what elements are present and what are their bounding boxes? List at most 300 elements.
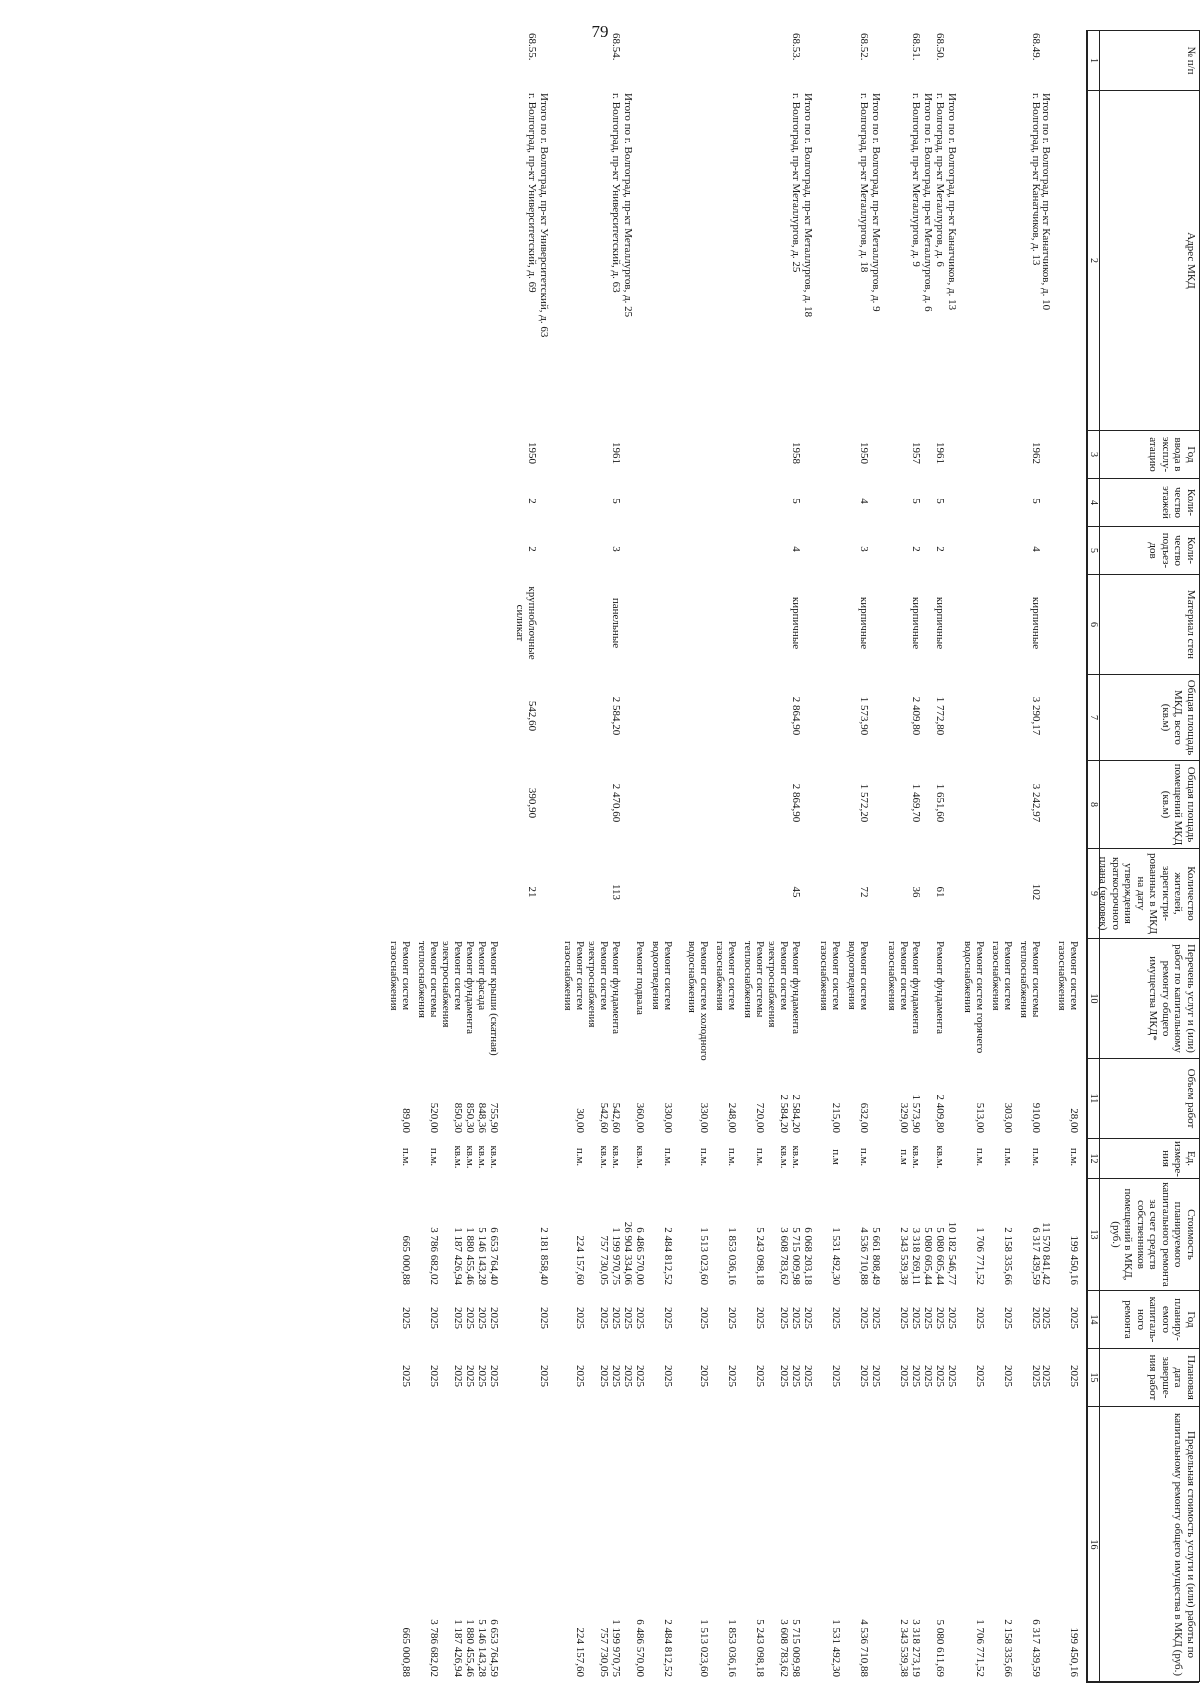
cell-r5-c11: 303,00 — [1002, 1102, 1014, 1133]
cell-r26-c11: 248,00 — [726, 1102, 738, 1133]
cell-r30-c10: Ремонт систем — [662, 941, 674, 1011]
cell-r12-c14: 2025 — [910, 1307, 922, 1329]
cell-r43-c12: кв.м. — [476, 1145, 488, 1169]
cell-r34-c8: 2 470,60 — [610, 783, 622, 823]
column-number-15: 15 — [1086, 1349, 1099, 1407]
cell-r7-c16: 1 706 771,52 — [974, 1619, 986, 1677]
cell-r15-c2: Итого по г. Волгоград, пр-кт Металлургов, д. 9 — [870, 93, 882, 312]
cell-r32-c11: 360,00 — [634, 1102, 646, 1133]
cell-r40-c2: г. Волгоград, пр-кт Университетский, д. 69 — [526, 93, 538, 293]
cell-r5-c14: 2025 — [1002, 1307, 1014, 1329]
cell-r34-c5: 3 — [610, 546, 622, 552]
cell-r43-c13: 5 146 143,28 — [476, 1227, 488, 1285]
cell-r30-c16: 2 484 812,52 — [662, 1619, 674, 1677]
cell-r28-c15: 2025 — [698, 1365, 710, 1387]
cell-r33-c2: Итого по г. Волгоград, пр-кт Металлургов, д. 25 — [622, 93, 634, 318]
cell-r12-c10: Ремонт фундамента — [910, 941, 922, 1035]
cell-r12-c11: 1 573,90 — [910, 1094, 922, 1133]
cell-r34-c9: 113 — [610, 883, 622, 901]
cell-r9-c2: Итого по г. Волгоград, пр-кт Канатчиков, д. 13 — [946, 93, 958, 311]
cell-r0-c11: 28,00 — [1068, 1108, 1080, 1133]
cell-r10-c13: 5 080 605,44 — [934, 1227, 946, 1285]
cell-r42-c13: 6 653 764,40 — [488, 1227, 500, 1285]
cell-r28-c10: Ремонт систем холодного — [698, 941, 710, 1061]
cell-r45-c16: 1 187 426,94 — [452, 1619, 464, 1677]
cell-r18-c12: п.м — [830, 1149, 842, 1165]
cell-r21-c7: 2 864,90 — [790, 696, 802, 736]
column-header-9: Количество жителей, зарегистри-рованных в МКД на дату утверждения краткосрочного плана (человек) — [1099, 849, 1199, 939]
cell-r4-c10: теплоснабжения — [1018, 941, 1030, 1018]
cell-r11-c15: 2025 — [922, 1365, 934, 1387]
cell-r18-c16: 1 531 492,30 — [830, 1619, 842, 1677]
cell-r0-c12: п.м. — [1068, 1147, 1080, 1167]
cell-r21-c16: 5 715 009,98 — [790, 1619, 802, 1677]
cell-r32-c14: 2025 — [634, 1307, 646, 1329]
cell-r5-c16: 2 158 335,66 — [1002, 1619, 1014, 1677]
column-header-12: Ед. измере-ния — [1099, 1139, 1199, 1179]
cell-r45-c10: Ремонт систем — [452, 941, 464, 1011]
cell-r25-c10: теплоснабжения — [742, 941, 754, 1018]
cell-r49-c12: п.м. — [400, 1147, 412, 1167]
cell-r3-c12: п.м. — [1030, 1147, 1042, 1167]
cell-r10-c3: 1961 — [934, 442, 946, 464]
cell-r24-c12: п.м. — [754, 1147, 766, 1167]
column-header-4: Коли-чество этажей — [1099, 479, 1199, 527]
cell-r35-c16: 757 730,05 — [598, 1627, 610, 1677]
cell-r34-c3: 1961 — [610, 442, 622, 464]
cell-r10-c4: 5 — [934, 498, 946, 504]
cell-r34-c6: панельные — [610, 597, 622, 649]
cell-r44-c12: кв.м. — [464, 1145, 476, 1169]
cell-r34-c7: 2 584,20 — [610, 696, 622, 736]
cell-r40-c8: 390,90 — [526, 787, 538, 819]
cell-r26-c12: п.м. — [726, 1147, 738, 1167]
cell-r21-c13: 5 715 009,98 — [790, 1227, 802, 1285]
cell-r16-c5: 3 — [858, 546, 870, 552]
cell-r32-c13: 6 486 570,00 — [634, 1227, 646, 1285]
cell-r13-c11: 329,00 — [898, 1102, 910, 1133]
cell-r0-c16: 199 450,16 — [1068, 1627, 1080, 1677]
column-header-16: Предельная стоимость услуги и (или) работы по капитальному ремонту общего имущества в МКД (руб.) — [1099, 1407, 1199, 1683]
cell-r30-c11: 330,00 — [662, 1102, 674, 1133]
cell-r21-c3: 1958 — [790, 442, 802, 464]
cell-r47-c10: Ремонт системы — [428, 941, 440, 1018]
cell-r37-c16: 224 157,60 — [574, 1627, 586, 1677]
cell-r3-c2: г. Волгоград, пр-кт Канатчиков, д. 13 — [1030, 93, 1042, 266]
cell-r16-c16: 4 536 710,88 — [858, 1619, 870, 1677]
cell-r9-c13: 10 182 546,77 — [946, 1221, 958, 1285]
cell-r22-c16: 3 608 783,62 — [778, 1619, 790, 1677]
cell-r3-c10: Ремонт системы — [1030, 941, 1042, 1018]
cell-r15-c15: 2025 — [870, 1365, 882, 1387]
cell-r13-c10: Ремонт систем — [898, 941, 910, 1011]
cell-r12-c3: 1957 — [910, 442, 922, 464]
cell-r2-c2: Итого по г. Волгоград, пр-кт Канатчиков, д. 10 — [1040, 93, 1052, 311]
cell-r40-c3: 1950 — [526, 442, 538, 464]
cell-r30-c13: 2 484 812,52 — [662, 1227, 674, 1285]
cell-r5-c13: 2 158 335,66 — [1002, 1227, 1014, 1285]
cell-r16-c12: п.м. — [858, 1147, 870, 1167]
cell-r16-c4: 4 — [858, 498, 870, 504]
cell-r33-c14: 2025 — [622, 1307, 634, 1329]
cell-r3-c8: 3 242,97 — [1030, 783, 1042, 823]
cell-r3-c6: кирпичные — [1030, 596, 1042, 650]
cell-r13-c15: 2025 — [898, 1365, 910, 1387]
cell-r47-c14: 2025 — [428, 1307, 440, 1329]
cell-r43-c14: 2025 — [476, 1307, 488, 1329]
cell-r10-c14: 2025 — [934, 1307, 946, 1329]
cell-r21-c11: 2 584,20 — [790, 1094, 802, 1133]
column-number-2: 2 — [1086, 91, 1099, 431]
cell-r37-c13: 224 157,60 — [574, 1235, 586, 1285]
cell-r21-c4: 5 — [790, 498, 802, 504]
column-header-14: Год планиру-емого капиталь-ного ремонта — [1099, 1291, 1199, 1349]
column-number-3: 3 — [1086, 431, 1099, 479]
cell-r40-c6: крупноблочные — [526, 586, 538, 660]
cell-r21-c15: 2025 — [790, 1365, 802, 1387]
cell-r45-c13: 1 187 426,94 — [452, 1227, 464, 1285]
cell-r13-c12: п.м — [898, 1149, 910, 1165]
cell-r45-c11: 850,30 — [452, 1102, 464, 1133]
column-number-4: 4 — [1086, 479, 1099, 527]
cell-r28-c14: 2025 — [698, 1307, 710, 1329]
cell-r24-c15: 2025 — [754, 1365, 766, 1387]
cell-r14-c10: газоснабжения — [886, 941, 898, 1011]
cell-r44-c15: 2025 — [464, 1365, 476, 1387]
cell-r12-c4: 5 — [910, 498, 922, 504]
cell-r26-c15: 2025 — [726, 1365, 738, 1387]
cell-r10-c12: кв.м. — [934, 1145, 946, 1169]
cell-r39-c14: 2025 — [538, 1307, 550, 1329]
cell-r45-c15: 2025 — [452, 1365, 464, 1387]
column-number-10: 10 — [1086, 939, 1099, 1059]
cell-r7-c11: 513,00 — [974, 1102, 986, 1133]
cell-r30-c15: 2025 — [662, 1365, 674, 1387]
cell-r24-c16: 5 243 098,18 — [754, 1619, 766, 1677]
cell-r49-c13: 665 000,88 — [400, 1235, 412, 1285]
cell-r18-c10: Ремонт систем — [830, 941, 842, 1011]
cell-r34-c10: Ремонт фундамента — [610, 941, 622, 1035]
cell-r31-c10: водоотведения — [650, 941, 662, 1010]
cell-r8-c10: водоснабжения — [962, 941, 974, 1013]
cell-r28-c16: 1 513 023,60 — [698, 1619, 710, 1677]
cell-r40-c5: 2 — [526, 546, 538, 552]
cell-r35-c13: 757 730,05 — [598, 1235, 610, 1285]
cell-r44-c14: 2025 — [464, 1307, 476, 1329]
cell-r10-c1: 68.50. — [934, 33, 946, 61]
cell-r47-c13: 3 786 682,02 — [428, 1227, 440, 1285]
cell-r7-c14: 2025 — [974, 1307, 986, 1329]
cell-r18-c11: 215,00 — [830, 1102, 842, 1133]
cell-r10-c11: 2 409,80 — [934, 1094, 946, 1133]
cell-r21-c14: 2025 — [790, 1307, 802, 1329]
cell-r47-c15: 2025 — [428, 1365, 440, 1387]
column-header-13: Стоимость планируемого капитального ремонта за счет средств собственников помещений в МКД, (руб.) — [1099, 1179, 1199, 1291]
cell-r0-c10: Ремонт систем — [1068, 941, 1080, 1011]
cell-r42-c10: Ремонт крыши (скатная) — [488, 941, 500, 1056]
cell-r49-c16: 665 000,88 — [400, 1627, 412, 1677]
cell-r40-c9: 21 — [526, 886, 538, 898]
cell-r35-c10: Ремонт систем — [598, 941, 610, 1011]
cell-r22-c13: 3 608 783,62 — [778, 1227, 790, 1285]
cell-r49-c15: 2025 — [400, 1365, 412, 1387]
cell-r22-c15: 2025 — [778, 1365, 790, 1387]
cell-r1-c10: газоснабжения — [1056, 941, 1068, 1011]
cell-r15-c14: 2025 — [870, 1307, 882, 1329]
cell-r29-c10: водоснабжения — [686, 941, 698, 1013]
cell-r34-c13: 1 199 970,75 — [610, 1227, 622, 1285]
cell-r3-c5: 4 — [1030, 546, 1042, 552]
cell-r20-c2: Итого по г. Волгоград, пр-кт Металлургов, д. 18 — [802, 93, 814, 318]
cell-r2-c14: 2025 — [1040, 1307, 1052, 1329]
cell-r3-c13: 6 317 439,59 — [1030, 1227, 1042, 1285]
cell-r17-c10: водоотведения — [846, 941, 858, 1010]
cell-r34-c14: 2025 — [610, 1307, 622, 1329]
cell-r42-c11: 755,90 — [488, 1102, 500, 1133]
cell-r11-c14: 2025 — [922, 1307, 934, 1329]
cell-r40-c4: 2 — [526, 498, 538, 504]
column-number-16: 16 — [1086, 1407, 1099, 1683]
cell-r32-c16: 6 486 570,00 — [634, 1619, 646, 1677]
cell-r2-c15: 2025 — [1040, 1365, 1052, 1387]
cell-r21-c10: Ремонт фундамента — [790, 941, 802, 1035]
cell-r16-c2: г. Волгоград, пр-кт Металлургов, д. 18 — [858, 93, 870, 273]
cell-r13-c14: 2025 — [898, 1307, 910, 1329]
cell-r18-c13: 1 531 492,30 — [830, 1227, 842, 1285]
cell-r21-c5: 4 — [790, 546, 802, 552]
cell-r21-c8: 2 864,90 — [790, 783, 802, 823]
cell-r18-c14: 2025 — [830, 1307, 842, 1329]
cell-r16-c11: 632,00 — [858, 1102, 870, 1133]
cell-r47-c11: 520,00 — [428, 1102, 440, 1133]
cell-r34-c1: 68.54. — [610, 33, 622, 61]
page-number: 79 — [591, 22, 609, 41]
cell-r32-c10: Ремонт подвала — [634, 941, 646, 1015]
cell-r42-c16: 6 653 764,59 — [488, 1619, 500, 1677]
column-number-13: 13 — [1086, 1179, 1099, 1291]
cell-r43-c15: 2025 — [476, 1365, 488, 1387]
cell-r16-c1: 68.52. — [858, 33, 870, 61]
cell-r7-c12: п.м. — [974, 1147, 986, 1167]
column-header-8: Общая площадь помещений МКД (кв.м) — [1099, 761, 1199, 849]
cell-r16-c10: Ремонт систем — [858, 941, 870, 1011]
cell-r16-c14: 2025 — [858, 1307, 870, 1329]
cell-r3-c9: 102 — [1030, 883, 1042, 901]
cell-r36-c10: электроснабжения — [586, 941, 598, 1028]
column-number-12: 12 — [1086, 1139, 1099, 1179]
cell-r10-c6: кирпичные — [934, 596, 946, 650]
cell-r0-c15: 2025 — [1068, 1365, 1080, 1387]
cell-r49-c10: Ремонт систем — [400, 941, 412, 1011]
cell-r3-c16: 6 317 439,59 — [1030, 1619, 1042, 1677]
cell-r15-c13: 5 661 808,49 — [870, 1227, 882, 1285]
cell-r32-c12: кв.м. — [634, 1145, 646, 1169]
cell-r12-c15: 2025 — [910, 1365, 922, 1387]
cell-r21-c1: 68.53. — [790, 33, 802, 61]
cell-r34-c2: г. Волгоград, пр-кт Университетский, д. 63 — [610, 93, 622, 293]
cell-r3-c3: 1962 — [1030, 442, 1042, 464]
column-number-11: 11 — [1086, 1059, 1099, 1139]
cell-r6-c10: газоснабжения — [990, 941, 1002, 1011]
cell-r24-c11: 720,00 — [754, 1102, 766, 1133]
cell-r13-c16: 2 343 539,38 — [898, 1619, 910, 1677]
cell-r10-c7: 1 772,80 — [934, 696, 946, 736]
column-header-7: Общая площадь МКД, всего (кв.м) — [1099, 675, 1199, 761]
cell-r16-c15: 2025 — [858, 1365, 870, 1387]
cell-r9-c15: 2025 — [946, 1365, 958, 1387]
cell-r13-c13: 2 343 539,38 — [898, 1227, 910, 1285]
table-header — [1064, 31, 1199, 1681]
cell-r21-c2: г. Волгоград, пр-кт Металлургов, д. 25 — [790, 93, 802, 273]
column-number-6: 6 — [1086, 575, 1099, 675]
cell-r7-c15: 2025 — [974, 1365, 986, 1387]
cell-r11-c2: Итого по г. Волгоград, пр-кт Металлургов, д. 6 — [922, 93, 934, 312]
cell-r20-c14: 2025 — [802, 1307, 814, 1329]
cell-r16-c6: кирпичные — [858, 596, 870, 650]
cell-r19-c10: газоснабжения — [818, 941, 830, 1011]
column-header-11: Объем работ — [1099, 1059, 1199, 1139]
cell-r7-c13: 1 706 771,52 — [974, 1227, 986, 1285]
cell-r35-c14: 2025 — [598, 1307, 610, 1329]
cell-r3-c11: 910,00 — [1030, 1102, 1042, 1133]
cell-r12-c2: г. Волгоград, пр-кт Металлургов, д. 9 — [910, 93, 922, 267]
cell-r0-c13: 199 450,16 — [1068, 1235, 1080, 1285]
cell-r47-c12: п.м. — [428, 1147, 440, 1167]
cell-r43-c16: 5 146 143,28 — [476, 1619, 488, 1677]
cell-r22-c12: кв.м. — [778, 1145, 790, 1169]
cell-r12-c1: 68.51. — [910, 33, 922, 61]
cell-r44-c11: 850,30 — [464, 1102, 476, 1133]
cell-r3-c7: 3 290,17 — [1030, 696, 1042, 736]
cell-r12-c6: кирпичные — [910, 596, 922, 650]
cell-r48-c10: теплоснабжения — [416, 941, 428, 1018]
cell-r34-c12: кв.м. — [610, 1145, 622, 1169]
column-header-2: Адрес МКД — [1099, 91, 1199, 431]
cell-r42-c15: 2025 — [488, 1365, 500, 1387]
cell-r21-c9: 45 — [790, 886, 802, 898]
cell-r23-c10: электроснабжения — [766, 941, 778, 1028]
cell-r26-c10: Ремонт систем — [726, 941, 738, 1011]
cell-r18-c15: 2025 — [830, 1365, 842, 1387]
column-header-6: Материал стен — [1099, 575, 1199, 675]
cell-r10-c5: 2 — [934, 546, 946, 552]
cell-r37-c15: 2025 — [574, 1365, 586, 1387]
cell-r24-c14: 2025 — [754, 1307, 766, 1329]
column-number-14: 14 — [1086, 1291, 1099, 1349]
cell-r10-c10: Ремонт фундамента — [934, 941, 946, 1035]
cell-r37-c14: 2025 — [574, 1307, 586, 1329]
cell-r16-c13: 4 536 710,88 — [858, 1227, 870, 1285]
cell-r16-c8: 1 572,20 — [858, 783, 870, 823]
cell-r24-c10: Ремонт системы — [754, 941, 766, 1018]
cell-r12-c7: 2 409,80 — [910, 696, 922, 736]
cell-r10-c16: 5 080 611,69 — [934, 1619, 946, 1677]
cell-r41-c6: силикат — [514, 604, 526, 642]
cell-r10-c15: 2025 — [934, 1365, 946, 1387]
cell-r44-c13: 1 880 455,46 — [464, 1227, 476, 1285]
cell-r43-c11: 848,36 — [476, 1102, 488, 1133]
cell-r16-c3: 1950 — [858, 442, 870, 464]
cell-r44-c10: Ремонт фундамента — [464, 941, 476, 1035]
cell-r30-c12: п.м. — [662, 1147, 674, 1167]
cell-r27-c10: газоснабжения — [714, 941, 726, 1011]
cell-r43-c10: Ремонт фасада — [476, 941, 488, 1011]
cell-r33-c13: 26 904 334,06 — [622, 1221, 634, 1285]
cell-r12-c8: 1 469,70 — [910, 783, 922, 823]
cell-r5-c10: Ремонт систем — [1002, 941, 1014, 1011]
cell-r5-c12: п.м. — [1002, 1147, 1014, 1167]
cell-r35-c15: 2025 — [598, 1365, 610, 1387]
cell-r37-c11: 30,00 — [574, 1108, 586, 1133]
cell-r35-c11: 542,60 — [598, 1102, 610, 1133]
cell-r22-c10: Ремонт систем — [778, 941, 790, 1011]
cell-r0-c14: 2025 — [1068, 1307, 1080, 1329]
cell-r3-c14: 2025 — [1030, 1307, 1042, 1329]
column-header-3: Год ввода в эксплу-атацию — [1099, 431, 1199, 479]
cell-r24-c13: 5 243 098,18 — [754, 1227, 766, 1285]
cell-r11-c13: 5 080 605,44 — [922, 1227, 934, 1285]
rotated-table — [0, 30, 1200, 1697]
cell-r20-c15: 2025 — [802, 1365, 814, 1387]
cell-r12-c12: кв.м. — [910, 1145, 922, 1169]
cell-r7-c10: Ремонт систем горячего — [974, 941, 986, 1054]
cell-r39-c2: Итого по г. Волгоград, пр-кт Университетский, д. 63 — [538, 93, 550, 338]
cell-r46-c10: электроснабжения — [440, 941, 452, 1028]
cell-r39-c15: 2025 — [538, 1365, 550, 1387]
cell-r40-c7: 542,60 — [526, 700, 538, 732]
cell-r3-c15: 2025 — [1030, 1365, 1042, 1387]
cell-r45-c12: кв.м. — [452, 1145, 464, 1169]
cell-r50-c10: газоснабжения — [388, 941, 400, 1011]
cell-r47-c16: 3 786 682,02 — [428, 1619, 440, 1677]
cell-r26-c13: 1 853 036,16 — [726, 1227, 738, 1285]
cell-r34-c4: 5 — [610, 498, 622, 504]
cell-r26-c14: 2025 — [726, 1307, 738, 1329]
cell-r2-c13: 11 570 841,42 — [1040, 1222, 1052, 1285]
cell-r10-c2: г. Волгоград, пр-кт Металлургов, д. 6 — [934, 93, 946, 267]
cell-r12-c5: 2 — [910, 546, 922, 552]
cell-r40-c1: 68.55. — [526, 33, 538, 61]
column-number-5: 5 — [1086, 527, 1099, 575]
cell-r12-c9: 36 — [910, 886, 922, 898]
cell-r3-c1: 68.49. — [1030, 33, 1042, 61]
cell-r16-c7: 1 573,90 — [858, 696, 870, 736]
cell-r42-c14: 2025 — [488, 1307, 500, 1329]
cell-r12-c16: 3 318 273,19 — [910, 1619, 922, 1677]
cell-r44-c16: 1 880 455,46 — [464, 1619, 476, 1677]
cell-r32-c15: 2025 — [634, 1365, 646, 1387]
cell-r28-c11: 330,00 — [698, 1102, 710, 1133]
column-header-1: № п/п — [1099, 31, 1199, 91]
cell-r28-c12: п.м. — [698, 1147, 710, 1167]
cell-r39-c13: 2 181 858,40 — [538, 1227, 550, 1285]
cell-r45-c14: 2025 — [452, 1307, 464, 1329]
cell-r30-c14: 2025 — [662, 1307, 674, 1329]
cell-r9-c14: 2025 — [946, 1307, 958, 1329]
cell-r37-c12: п.м. — [574, 1147, 586, 1167]
cell-r21-c6: кирпичные — [790, 596, 802, 650]
column-header-10: Перечень услуг и (или) работ по капитальному ремонту общего имущества МКД* — [1099, 939, 1199, 1059]
cell-r21-c12: кв.м. — [790, 1145, 802, 1169]
column-number-1: 1 — [1086, 31, 1099, 91]
cell-r12-c13: 3 318 269,11 — [910, 1227, 922, 1285]
cell-r34-c15: 2025 — [610, 1365, 622, 1387]
cell-r22-c11: 2 584,20 — [778, 1094, 790, 1133]
cell-r10-c8: 1 651,60 — [934, 783, 946, 823]
cell-r34-c16: 1 199 970,75 — [610, 1619, 622, 1677]
cell-r37-c10: Ремонт систем — [574, 941, 586, 1011]
cell-r22-c14: 2025 — [778, 1307, 790, 1329]
